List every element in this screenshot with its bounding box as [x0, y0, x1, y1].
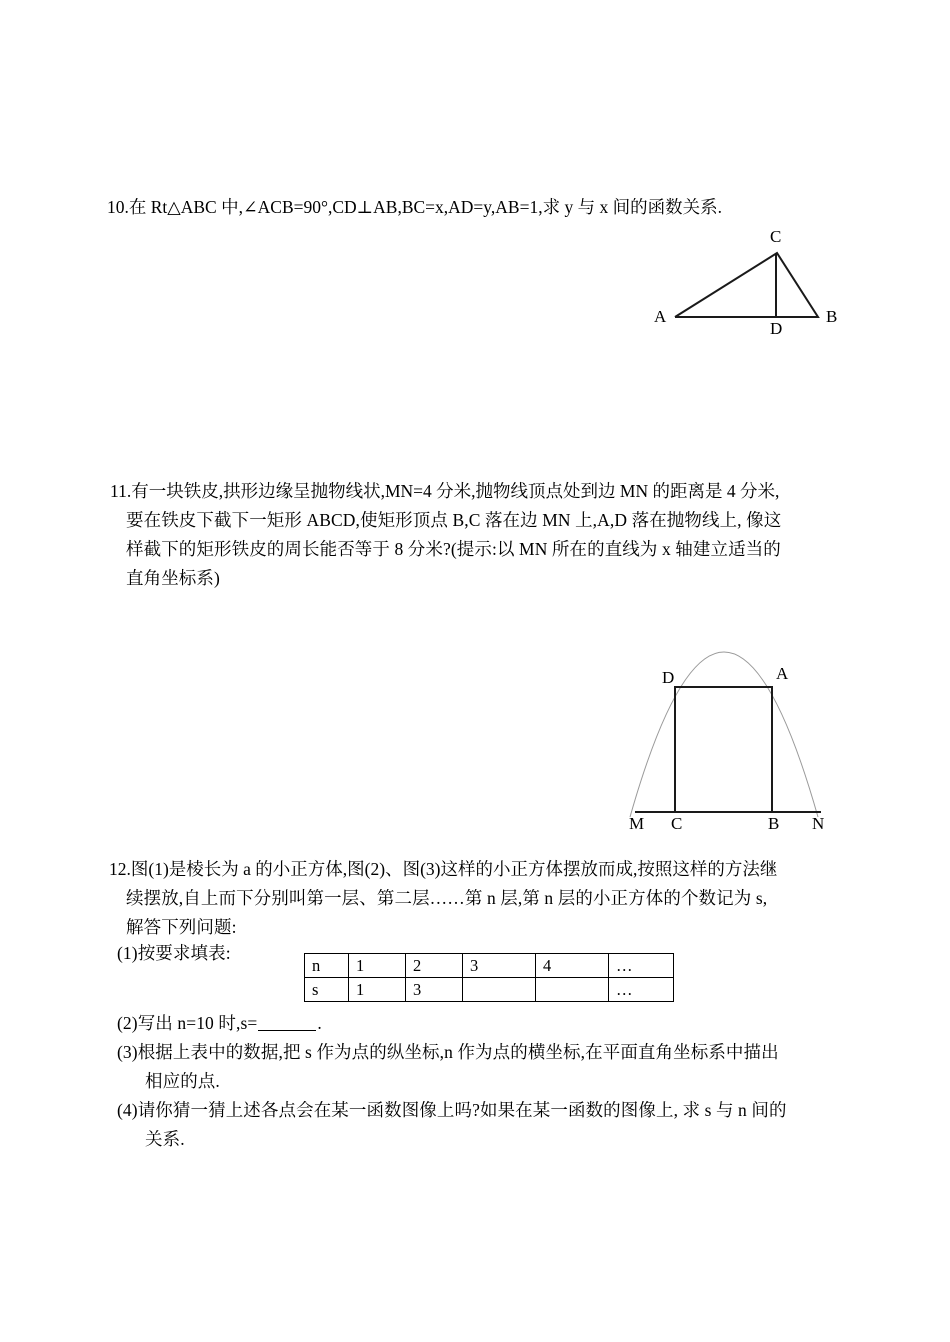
parabola-svg: [610, 585, 850, 840]
table-cell: 3: [463, 954, 536, 978]
problem-12-item-4-line-2: 关系.: [145, 1129, 185, 1149]
problem-11-text-line-1: 11.有一块铁皮,拱形边缘呈抛物线状,MN=4 分米,抛物线顶点处到边 MN 的距离是 4 分米,: [110, 481, 780, 501]
parabola-label-d: D: [662, 668, 675, 687]
problem-11-text-line-3: 样截下的矩形铁皮的周长能否等于 8 分米?(提示:以 MN 所在的直线为 x 轴建立适当的: [126, 539, 781, 559]
triangle-label-a: A: [654, 307, 667, 326]
table-cell: 1: [349, 978, 406, 1002]
table-cell-blank[interactable]: [463, 978, 536, 1002]
triangle-svg: [640, 228, 850, 338]
problem-12-text-line-2: 续摆放,自上而下分别叫第一层、第二层……第 n 层,第 n 层的小正方体的个数记为 s,: [126, 888, 768, 908]
parabola-label-m: M: [629, 814, 645, 833]
problem-12-item-3-line-2: 相应的点.: [145, 1071, 220, 1091]
triangle-label-d: D: [770, 319, 783, 338]
problem-12-item-1: (1)按要求填表:: [117, 943, 231, 963]
table-cell: 4: [536, 954, 609, 978]
triangle-label-c: C: [770, 227, 782, 246]
answer-blank[interactable]: [258, 1030, 316, 1031]
problem-12-item-2-suffix: .: [317, 1013, 322, 1033]
table-cell-row-label: s: [305, 978, 349, 1002]
rectangle-abcd: [675, 687, 772, 812]
problem-12-item-3-line-1: (3)根据上表中的数据,把 s 作为点的纵坐标,n 作为点的横坐标,在平面直角坐标系中描出: [117, 1042, 779, 1062]
parabola-label-a: A: [776, 664, 789, 683]
table-cell: 1: [349, 954, 406, 978]
table-cell-row-label: n: [305, 954, 349, 978]
table-row: [305, 978, 674, 1002]
sequence-table: [304, 953, 674, 1002]
table-row: [305, 954, 674, 978]
parabola-label-n: N: [812, 814, 825, 833]
triangle-label-b: B: [826, 307, 838, 326]
problem-12-text-line-3: 解答下列问题:: [126, 917, 237, 937]
problem-10-text: 10.在 Rt△ABC 中,∠ACB=90°,CD⊥AB,BC=x,AD=y,AB=1,求 y 与 x 间的函数关系.: [107, 197, 722, 217]
parabola-curve: [630, 652, 818, 817]
problem-12-item-2: [117, 1009, 322, 1038]
figure-right-triangle-abc: [640, 228, 850, 338]
problem-12-item-4-line-1: (4)请你猜一猜上述各点会在某一函数图像上吗?如果在某一函数的图像上, 求 s 与 n 间的: [117, 1100, 787, 1120]
figure-parabola-with-rectangle: [610, 585, 850, 840]
table-cell-blank[interactable]: [536, 978, 609, 1002]
parabola-label-c: C: [671, 814, 683, 833]
problem-11-text-line-4: 直角坐标系): [126, 568, 220, 588]
problem-11-text-line-2: 要在铁皮下截下一矩形 ABCD,使矩形顶点 B,C 落在边 MN 上,A,D 落在抛物线上, 像这: [126, 510, 782, 530]
triangle-outline: [675, 253, 818, 317]
parabola-label-b: B: [768, 814, 780, 833]
problem-12-item-2-prefix: (2)写出 n=10 时,s=: [117, 1013, 258, 1033]
problem-12-text-line-1: 12.图(1)是棱长为 a 的小正方体,图(2)、图(3)这样的小正方体摆放而成,按照这样的方法继: [109, 859, 778, 879]
table-cell: …: [609, 978, 674, 1002]
table-cell: …: [609, 954, 674, 978]
table-cell: 2: [406, 954, 463, 978]
table-cell: 3: [406, 978, 463, 1002]
